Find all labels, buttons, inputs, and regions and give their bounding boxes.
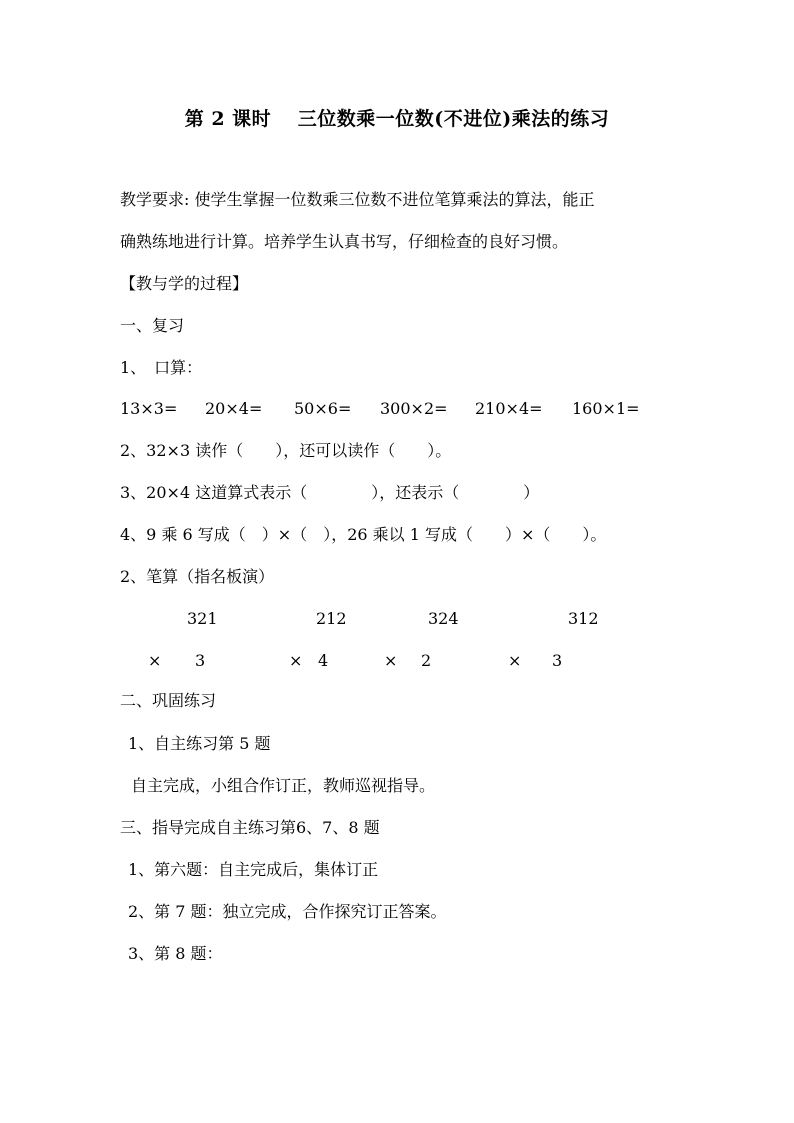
written-multiplier: 3 [195,651,206,670]
written-top-number: 312 [568,609,599,628]
written-top-number: 324 [428,609,459,628]
multiply-sign: × [289,651,303,670]
page-title: 第 2 课时 三位数乘一位数(不进位)乘法的练习 [184,108,610,130]
section-guided-heading: 三、指导完成自主练习第6、7、8 题 [120,818,380,837]
practice-item-1-note: 自主完成，小组合作订正，教师巡视指导。 [131,776,436,795]
mental-math-item: 160×1= [572,399,640,418]
guided-item-2: 2、第 7 题：独立完成，合作探究订正答案。 [128,902,447,921]
written-multiplier: 3 [552,651,563,670]
mental-math-item: 13×3= [120,399,178,418]
mental-math-item: 20×4= [205,399,263,418]
requirement-line-1: 教学要求: 使学生掌握一位数乘三位数不进位笔算乘法的算法，能正 [120,190,595,209]
written-multiplier: 4 [318,651,329,670]
written-top-number: 321 [187,609,218,628]
review-item-2: 2、32×3 读作（ ），还可以读作（ ）。 [120,441,452,460]
written-calc-label: 2、笔算（指名板演） [120,567,275,586]
review-item-4: 4、9 乘 6 写成（ ）×（ ），26 乘以 1 写成（ ）×（ ）。 [120,525,607,544]
section-review-heading: 一、复习 [120,316,185,335]
mental-math-item: 210×4= [475,399,543,418]
requirement-line-2: 确熟练地进行计算。培养学生认真书写，仔细检查的良好习惯。 [120,232,569,251]
multiply-sign: × [148,651,162,670]
multiply-sign: × [508,651,522,670]
multiply-sign: × [384,651,398,670]
process-heading: 【教与学的过程】 [120,274,249,293]
review-item-3: 3、20×4 这道算式表示（ ），还表示（ ） [120,483,540,502]
section-practice-heading: 二、巩固练习 [120,691,217,710]
guided-item-3: 3、第 8 题： [128,944,223,963]
written-top-number: 212 [316,609,347,628]
mental-math-item: 50×6= [294,399,352,418]
practice-item-1: 1、自主练习第 5 题 [128,734,271,753]
guided-item-1: 1、第六题：自主完成后，集体订正 [128,860,379,879]
mental-math-label: 1、 口算： [120,358,203,377]
mental-math-item: 300×2= [380,399,448,418]
written-multiplier: 2 [421,651,432,670]
